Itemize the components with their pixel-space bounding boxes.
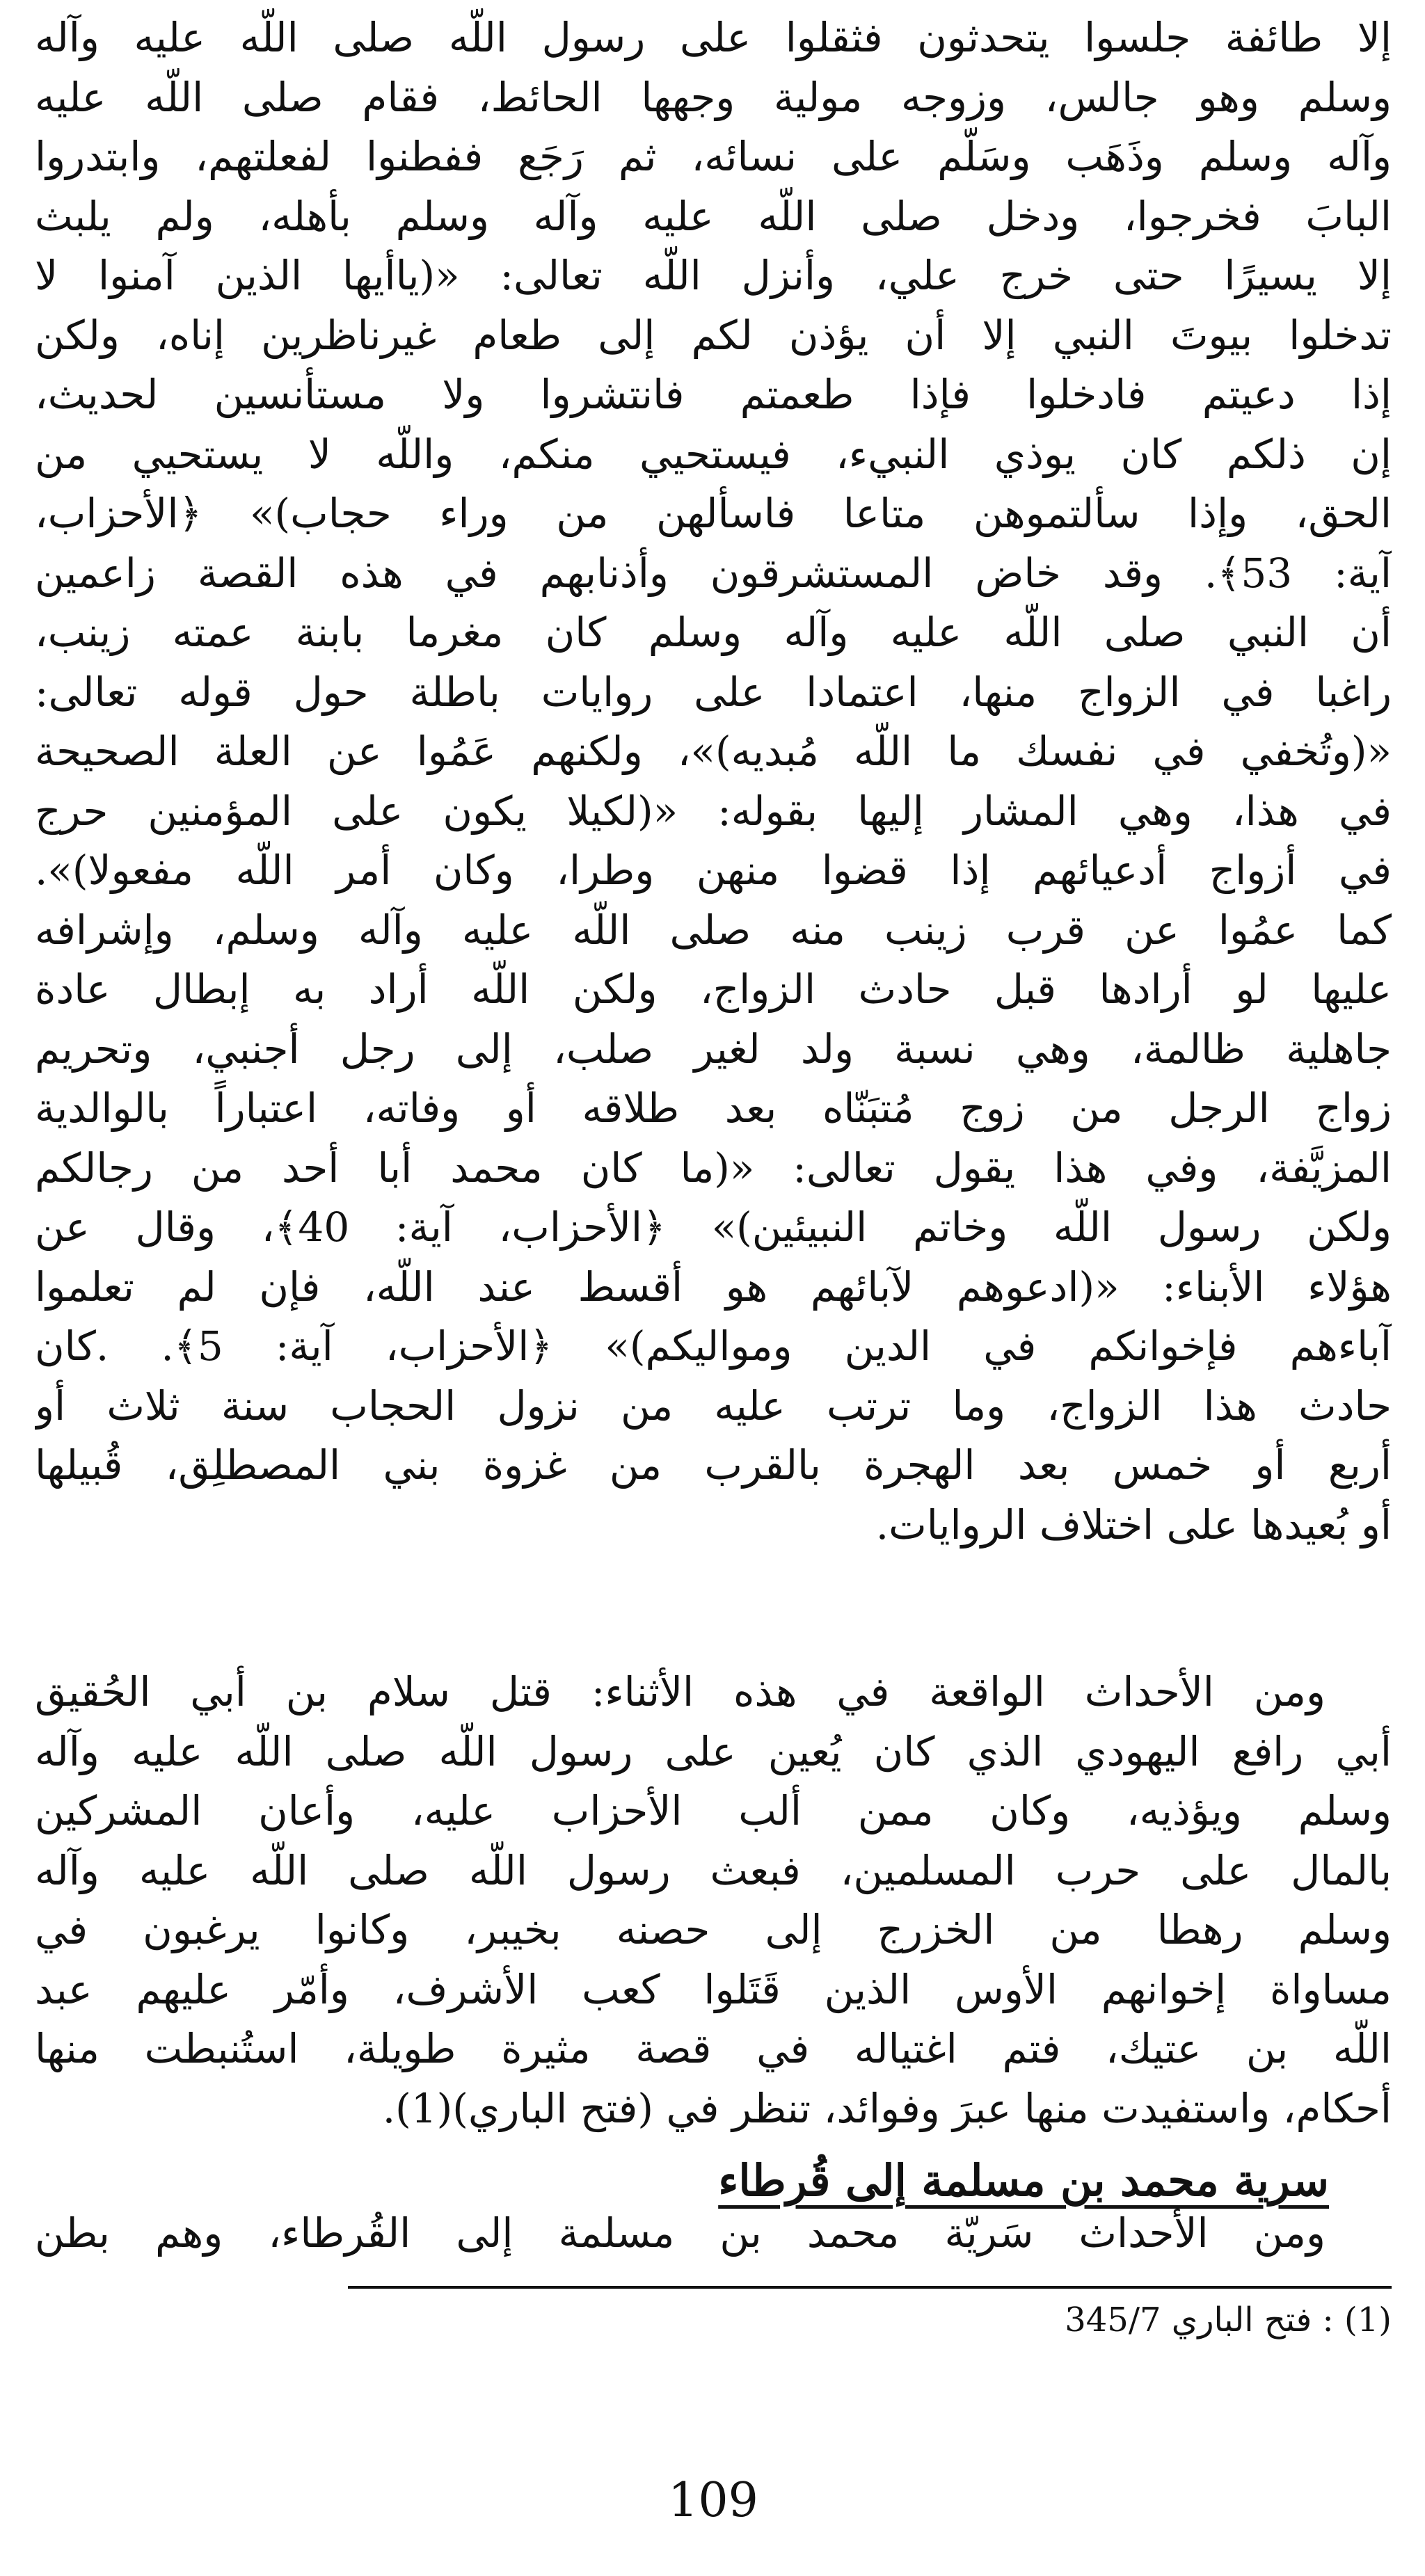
text-line: إلا يسيرًا حتى خرج علي، وأنزل اللّه تعالى: «(ياأيها الذين آمنوا لا: [35, 252, 1392, 299]
text-line: في هذا، وهي المشار إليها بقوله: «(لكيلا يكون على المؤمنين حرج: [35, 787, 1392, 835]
section-first-line: [35, 2204, 1392, 2264]
text-line: هؤلاء الأبناء: «(ادعوهم لآبائهم هو أقسط عند اللّه، فإن لم تعلموا: [35, 1263, 1392, 1311]
text-line: حادث هذا الزواج، وما ترتب عليه من نزول الحجاب سنة ثلاث أو: [35, 1382, 1392, 1430]
section-heading: سرية محمد بن مسلمة إلى قُرطاء: [718, 2155, 1329, 2206]
text-line: بالمال على حرب المسلمين، فبعث رسول اللّه صلى اللّه عليه وآله: [35, 1846, 1392, 1894]
book-page: [35, 0, 1392, 2576]
text-line: اللّه بن عتيك، فتم اغتياله في قصة مثيرة طويلة، استُنبطت منها: [35, 2025, 1392, 2072]
text-line: ومن الأحداث الواقعة في هذه الأثناء: قتل سلام بن أبي الحُقيق: [35, 1668, 1326, 1715]
paragraph-1: [35, 8, 1392, 1555]
text-line: ولكن رسول اللّه وخاتم النبيئين)» ﴿الأحزاب، آية: 40﴾، وقال عن: [35, 1203, 1392, 1251]
text-line: آية: 53﴾. وقد خاض المستشرقون وأذنابهم في هذه القصة زاعمين: [35, 549, 1392, 597]
paragraph-2: [35, 1663, 1392, 2138]
text-line: إلا طائفة جلسوا يتحدثون فثقلوا على رسول اللّه صلى اللّه عليه وآله: [35, 14, 1392, 61]
text-line: تدخلوا بيوتَ النبي إلا أن يؤذن لكم إلى طعام غيرناظرين إناه، ولكن: [35, 311, 1392, 359]
text-line: المزيَّفة، وفي هذا يقول تعالى: «(ما كان محمد أبا أحد من رجالكم: [35, 1144, 1392, 1192]
text-line: في أزواج أدعيائهم إذا قضوا منهن وطرا، وكان أمر اللّه مفعولا)».: [35, 847, 1392, 894]
text-line: أن النبي صلى اللّه عليه وآله وسلم كان مغرما بابنة عمته زينب،: [35, 609, 1392, 656]
text-line: راغبا في الزواج منها، اعتمادا على روايات باطلة حول قوله تعالى:: [35, 668, 1392, 716]
text-line: أحكام، واستفيدت منها عبرَ وفوائد، تنظر في (فتح الباري)(1).: [382, 2084, 1392, 2132]
footnote: (1) : فتح الباري 345/7: [1065, 2301, 1392, 2339]
text-line: «(وتُخفي في نفسك ما اللّه مُبديه)»، ولكنهم عَمُوا عن العلة الصحيحة: [35, 728, 1392, 775]
footnote-divider: [348, 2286, 1392, 2289]
text-line: مساواة إخوانهم الأوس الذين قَتَلوا كعب الأشرف، وأمّر عليهم عبد: [35, 1965, 1392, 2013]
text-line: كما عمُوا عن قرب زينب منه صلى اللّه عليه وآله وسلم، وإشرافه: [35, 906, 1392, 954]
text-line: آباءهم فإخوانكم في الدين ومواليكم)» ﴿الأحزاب، آية: 5﴾. .كان: [35, 1322, 1392, 1370]
text-line: جاهلية ظالمة، وهي نسبة ولد لغير صلب، إلى رجل أجنبي، وتحريم: [35, 1025, 1392, 1073]
text-line: أربع أو خمس بعد الهجرة بالقرب من غزوة بني المصطلِق، قُبيلها: [35, 1441, 1392, 1489]
text-line: إذا دعيتم فادخلوا فإذا طعمتم فانتشروا ولا مستأنسين لحديث،: [35, 371, 1392, 418]
text-line: عليها لو أرادها قبل حادث الزواج، ولكن اللّه أراد به إبطال عادة: [35, 966, 1392, 1013]
text-line: إن ذلكم كان يوذي النبيء، فيستحيي منكم، واللّه لا يستحيي من: [35, 430, 1392, 478]
text-line: أبي رافع اليهودي الذي كان يُعين على رسول اللّه صلى اللّه عليه وآله: [35, 1727, 1392, 1775]
text-line: وسلم ويؤذيه، وكان ممن ألب الأحزاب عليه، وأعان المشركين: [35, 1787, 1392, 1834]
text-line: وسلم وهو جالس، وزوجه مولية وجهها الحائط، فقام صلى اللّه عليه: [35, 73, 1392, 121]
text-line: زواج الرجل من زوج مُتبَنّاه بعد طلاقه أو وفاته، اعتباراً بالوالدية: [35, 1085, 1392, 1132]
text-line: وآله وسلم وذَهَب وسَلّم على نسائه، ثم رَجَع ففطنوا لفعلتهم، وابتدروا: [35, 133, 1392, 180]
text-line: البابَ فخرجوا، ودخل صلى اللّه عليه وآله وسلم بأهله، ولم يلبث: [35, 192, 1392, 240]
text-line: ومن الأحداث سَريّة محمد بن مسلمة إلى القُرطاء، وهم بطن: [35, 2209, 1326, 2257]
text-line: وسلم رهطا من الخزرج إلى حصنه بخيبر، وكانوا يرغبون في: [35, 1906, 1392, 1953]
text-line: أو بُعيدها على اختلاف الروايات.: [875, 1501, 1392, 1549]
text-line: الحق، وإذا سألتموهن متاعا فاسألهن من وراء حجاب)» ﴿الأحزاب،: [35, 490, 1392, 537]
page-number: 109: [668, 2473, 758, 2528]
